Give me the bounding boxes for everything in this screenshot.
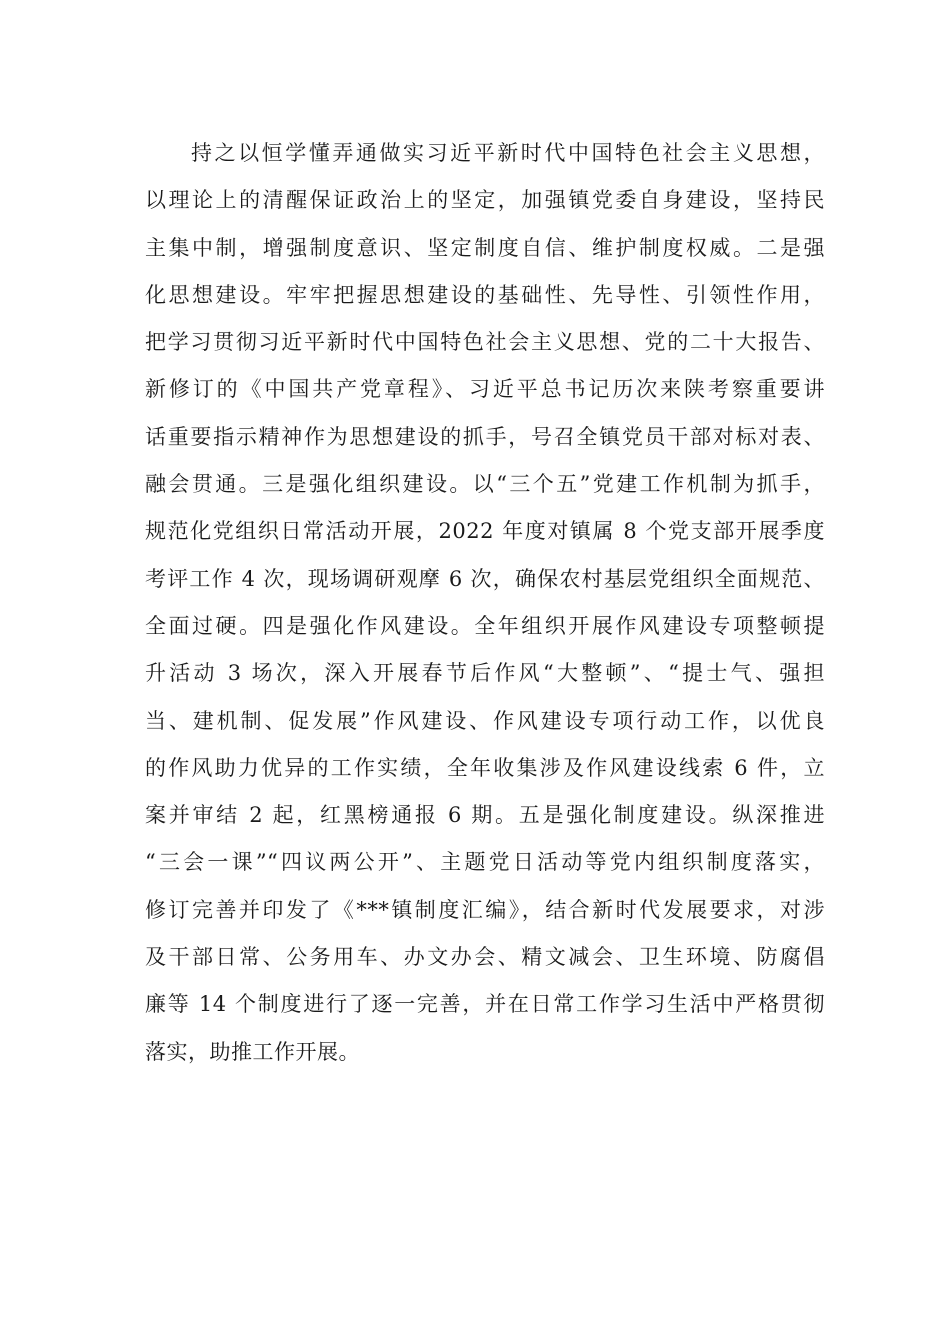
text-line: 持之以恒学懂弄通做实习近平新时代中国特色社会主义思想， xyxy=(191,141,825,165)
text-line: 修订完善并印发了《***镇制度汇编》，结合新时代发展要求，对涉 xyxy=(145,897,825,922)
text-line: 把学习贯彻习近平新时代中国特色社会主义思想、党的二十大报告、 xyxy=(145,330,825,355)
text-line: 规范化党组织日常活动开展，2022 年度对镇属 8 个党支部开展季度 xyxy=(145,519,825,544)
text-line: 融会贯通。三是强化组织建设。以“三个五”党建工作机制为抓手， xyxy=(145,472,825,497)
text-line: 当、建机制、促发展”作风建设、作风建设专项行动工作，以优良 xyxy=(145,708,825,733)
text-line: 全面过硬。四是强化作风建设。全年组织开展作风建设专项整顿提 xyxy=(145,613,825,638)
text-line: 及干部日常、公务用车、办文办会、精文减会、卫生环境、防腐倡 xyxy=(145,945,825,970)
text-line: 落实，助推工作开展。 xyxy=(145,1039,360,1064)
text-line: 主集中制，增强制度意识、坚定制度自信、维护制度权威。二是强 xyxy=(145,235,825,260)
text-line: 以理论上的清醒保证政治上的坚定，加强镇党委自身建设，坚持民 xyxy=(145,188,825,213)
body-paragraph xyxy=(145,130,825,1076)
text-line: “三会一课”“四议两公开”、主题党日活动等党内组织制度落实， xyxy=(145,850,825,875)
text-line: 化思想建设。牢牢把握思想建设的基础性、先导性、引领性作用， xyxy=(145,282,825,307)
text-line: 新修订的《中国共产党章程》、习近平总书记历次来陕考察重要讲 xyxy=(145,377,825,402)
text-line: 的作风助力优异的工作实绩，全年收集涉及作风建设线索 6 件，立 xyxy=(145,755,825,780)
text-line: 廉等 14 个制度进行了逐一完善，并在日常工作学习生活中严格贯彻 xyxy=(145,992,825,1017)
text-line: 升活动 3 场次，深入开展春节后作风“大整顿”、“提士气、强担 xyxy=(145,661,825,686)
text-line: 话重要指示精神作为思想建设的抓手，号召全镇党员干部对标对表、 xyxy=(145,424,825,449)
text-line: 考评工作 4 次，现场调研观摩 6 次，确保农村基层党组织全面规范、 xyxy=(145,566,825,591)
text-line: 案并审结 2 起，红黑榜通报 6 期。五是强化制度建设。纵深推进 xyxy=(145,803,825,828)
